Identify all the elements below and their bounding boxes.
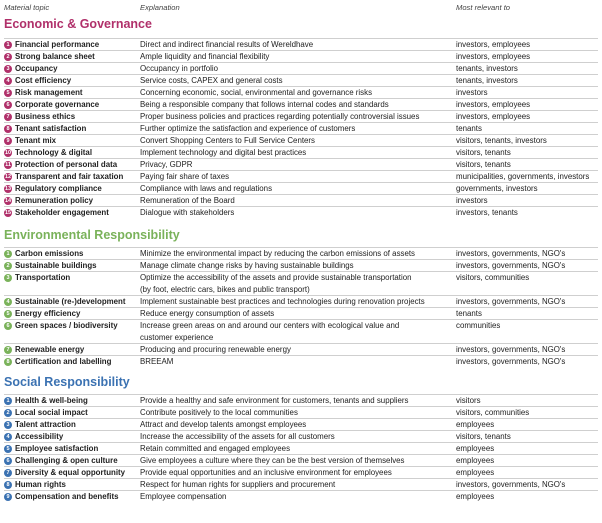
- topic-name: Sustainable (re-)development: [15, 297, 126, 306]
- topic-number-badge: 4: [4, 433, 12, 441]
- most-relevant-to: investors, governments, NGO's: [456, 261, 566, 270]
- topic-number-badge: 9: [4, 493, 12, 501]
- topic-explanation: Implement technology and digital best practices: [140, 148, 307, 157]
- topic-explanation: Paying fair share of taxes: [140, 172, 230, 181]
- topic-explanation: Employee compensation: [140, 492, 227, 501]
- most-relevant-to: investors, governments, NGO's: [456, 480, 566, 489]
- topic-name: Tenant satisfaction: [15, 124, 87, 133]
- topic-explanation: Proper business policies and practices regarding potentially controversial issues: [140, 112, 420, 121]
- topic-name: Health & well-being: [15, 396, 88, 405]
- most-relevant-to: investors: [456, 196, 488, 205]
- topic-name: Renewable energy: [15, 345, 85, 354]
- most-relevant-to: visitors, tenants: [456, 432, 511, 441]
- topic-number-badge: 5: [4, 89, 12, 97]
- topic-explanation: Implement sustainable best practices and technologies during renovation projects: [140, 297, 425, 306]
- most-relevant-to: investors, governments, NGO's: [456, 357, 566, 366]
- topic-explanation: Convert Shopping Centers to Full Service Centers: [140, 136, 315, 145]
- topic-number-badge: 3: [4, 274, 12, 282]
- topic-explanation: Occupancy in portfolio: [140, 64, 219, 73]
- most-relevant-to: tenants, investors: [456, 76, 518, 85]
- topic-explanation: Provide a healthy and safe environment for customers, tenants and suppliers: [140, 396, 409, 405]
- topic-explanation: Further optimize the satisfaction and experience of customers: [140, 124, 356, 133]
- topic-number-badge: 8: [4, 125, 12, 133]
- topic-name: Business ethics: [15, 112, 76, 121]
- topic-name: Strong balance sheet: [15, 52, 95, 61]
- most-relevant-to: investors, governments, NGO's: [456, 345, 566, 354]
- topic-name: Diversity & equal opportunity: [15, 468, 126, 477]
- topic-explanation: Reduce energy consumption of assets: [140, 309, 275, 318]
- most-relevant-to: visitors, tenants, investors: [456, 136, 547, 145]
- most-relevant-to: employees: [456, 468, 495, 477]
- topic-number-badge: 14: [4, 198, 12, 204]
- topic-number-badge: 1: [4, 41, 12, 49]
- topic-explanation: Attract and develop talents amongst employees: [140, 420, 307, 429]
- topic-number-badge: 15: [4, 210, 12, 216]
- topic-number-badge: 2: [4, 409, 12, 417]
- topic-name: Energy efficiency: [15, 309, 81, 318]
- topic-number-badge: 6: [4, 457, 12, 465]
- most-relevant-to: tenants: [456, 124, 482, 133]
- topic-explanation: Retain committed and engaged employees: [140, 444, 291, 453]
- topic-number-badge: 6: [4, 322, 12, 330]
- most-relevant-to: visitors, tenants: [456, 160, 511, 169]
- topic-explanation: Ample liquidity and financial flexibility: [140, 52, 270, 61]
- topic-name: Green spaces / biodiversity: [15, 321, 118, 330]
- topic-name: Compensation and benefits: [15, 492, 119, 501]
- most-relevant-to: employees: [456, 456, 495, 465]
- topic-number-badge: 13: [4, 186, 12, 192]
- topic-name: Occupancy: [15, 64, 58, 73]
- topic-number-badge: 2: [4, 53, 12, 61]
- topic-explanation: Increase green areas on and around our centers with ecological value and: [140, 321, 400, 330]
- most-relevant-to: visitors, tenants: [456, 148, 511, 157]
- topic-number-badge: 11: [5, 162, 11, 168]
- table-row: [0, 207, 602, 219]
- most-relevant-to: investors, governments, NGO's: [456, 297, 566, 306]
- topic-number-badge: 3: [4, 65, 12, 73]
- most-relevant-to: visitors, communities: [456, 408, 530, 417]
- topic-number-badge: 4: [4, 77, 12, 85]
- topic-explanation: Give employees a culture where they can be the best version of themselves: [140, 456, 405, 465]
- topic-name: Corporate governance: [15, 100, 100, 109]
- topic-name: Carbon emissions: [15, 249, 84, 258]
- topic-name: Local social impact: [15, 408, 88, 417]
- topic-name: Human rights: [15, 480, 66, 489]
- most-relevant-to: investors, employees: [456, 100, 531, 109]
- topic-explanation: Provide equal opportunities and an inclusive environment for employees: [140, 468, 392, 477]
- section-title-social: Social Responsibility: [4, 375, 130, 389]
- topic-number-badge: 1: [4, 250, 12, 258]
- topic-name: Sustainable buildings: [15, 261, 97, 270]
- column-header-relevant: Most relevant to: [456, 3, 511, 12]
- section-title-environmental: Environmental Responsibility: [4, 228, 180, 242]
- table-row: [0, 356, 602, 368]
- topic-explanation: Service costs, CAPEX and general costs: [140, 76, 283, 85]
- topic-explanation: Being a responsible company that follows internal codes and standards: [140, 100, 389, 109]
- most-relevant-to: visitors, communities: [456, 273, 530, 282]
- table-row: [0, 320, 602, 332]
- topic-explanation: BREEAM: [140, 357, 174, 366]
- topic-explanation: Respect for human rights for suppliers and procurement: [140, 480, 336, 489]
- topic-number-badge: 10: [4, 150, 12, 156]
- topic-number-badge: 8: [4, 481, 12, 489]
- most-relevant-to: employees: [456, 492, 495, 501]
- topic-explanation: Producing and procuring renewable energy: [140, 345, 291, 354]
- topic-name: Employee satisfaction: [15, 444, 99, 453]
- most-relevant-to: communities: [456, 321, 501, 330]
- most-relevant-to: tenants: [456, 309, 482, 318]
- most-relevant-to: investors, employees: [456, 40, 531, 49]
- most-relevant-to: investors: [456, 88, 488, 97]
- topic-explanation: Increase the accessibility of the assets for all customers: [140, 432, 335, 441]
- topic-explanation-continued: customer experience: [140, 333, 214, 342]
- topic-explanation: Manage climate change risks by having sustainable buildings: [140, 261, 354, 270]
- topic-number-badge: 1: [4, 397, 12, 405]
- most-relevant-to: investors, governments, NGO's: [456, 249, 566, 258]
- topic-explanation: Remuneration of the Board: [140, 196, 235, 205]
- most-relevant-to: tenants, investors: [456, 64, 518, 73]
- topic-number-badge: 9: [4, 137, 12, 145]
- topic-name: Regulatory compliance: [15, 184, 102, 193]
- topic-name: Certification and labelling: [15, 357, 112, 366]
- topic-number-badge: 7: [4, 346, 12, 354]
- topic-explanation: Compliance with laws and regulations: [140, 184, 273, 193]
- topic-explanation-continued: (by foot, electric cars, bikes and public transport): [140, 285, 310, 294]
- topic-name: Protection of personal data: [15, 160, 118, 169]
- topic-number-badge: 7: [4, 113, 12, 121]
- topic-name: Talent attraction: [15, 420, 76, 429]
- most-relevant-to: employees: [456, 444, 495, 453]
- topic-name: Challenging & open culture: [15, 456, 118, 465]
- topic-name: Transparent and fair taxation: [15, 172, 124, 181]
- most-relevant-to: investors, tenants: [456, 208, 518, 217]
- topic-explanation: Dialogue with stakeholders: [140, 208, 235, 217]
- topic-explanation: Minimize the environmental impact by reducing the carbon emissions of assets: [140, 249, 415, 258]
- topic-explanation: Contribute positively to the local communities: [140, 408, 298, 417]
- topic-number-badge: 12: [4, 174, 12, 180]
- topic-number-badge: 3: [4, 421, 12, 429]
- topic-name: Remuneration policy: [15, 196, 94, 205]
- topic-explanation: Privacy, GDPR: [140, 160, 193, 169]
- column-header-topic: Material topic: [4, 3, 50, 12]
- topic-name: Stakeholder engagement: [15, 208, 109, 217]
- most-relevant-to: investors, employees: [456, 52, 531, 61]
- most-relevant-to: visitors: [456, 396, 481, 405]
- topic-explanation: Concerning economic, social, environmental and governance risks: [140, 88, 373, 97]
- topic-number-badge: 5: [4, 445, 12, 453]
- column-header-explanation: Explanation: [140, 3, 180, 12]
- most-relevant-to: investors, employees: [456, 112, 531, 121]
- topic-explanation: Optimize the accessibility of the assets and provide sustainable transportation: [140, 273, 412, 282]
- topic-name: Financial performance: [15, 40, 100, 49]
- section-title-economic: Economic & Governance: [4, 17, 152, 31]
- most-relevant-to: employees: [456, 420, 495, 429]
- topic-number-badge: 4: [4, 298, 12, 306]
- topic-explanation: Direct and indirect financial results of Wereldhave: [140, 40, 314, 49]
- topic-name: Accessibility: [15, 432, 64, 441]
- topic-name: Cost efficiency: [15, 76, 72, 85]
- topic-name: Tenant mix: [15, 136, 57, 145]
- table-row: [0, 491, 602, 503]
- most-relevant-to: municipalities, governments, investors: [456, 172, 590, 181]
- topic-number-badge: 8: [4, 358, 12, 366]
- topic-name: Technology & digital: [15, 148, 93, 157]
- topic-name: Transportation: [15, 273, 71, 282]
- topic-number-badge: 2: [4, 262, 12, 270]
- topic-number-badge: 6: [4, 101, 12, 109]
- topic-number-badge: 5: [4, 310, 12, 318]
- most-relevant-to: governments, investors: [456, 184, 538, 193]
- topic-name: Risk management: [15, 88, 83, 97]
- topic-number-badge: 7: [4, 469, 12, 477]
- table-row: [0, 272, 602, 284]
